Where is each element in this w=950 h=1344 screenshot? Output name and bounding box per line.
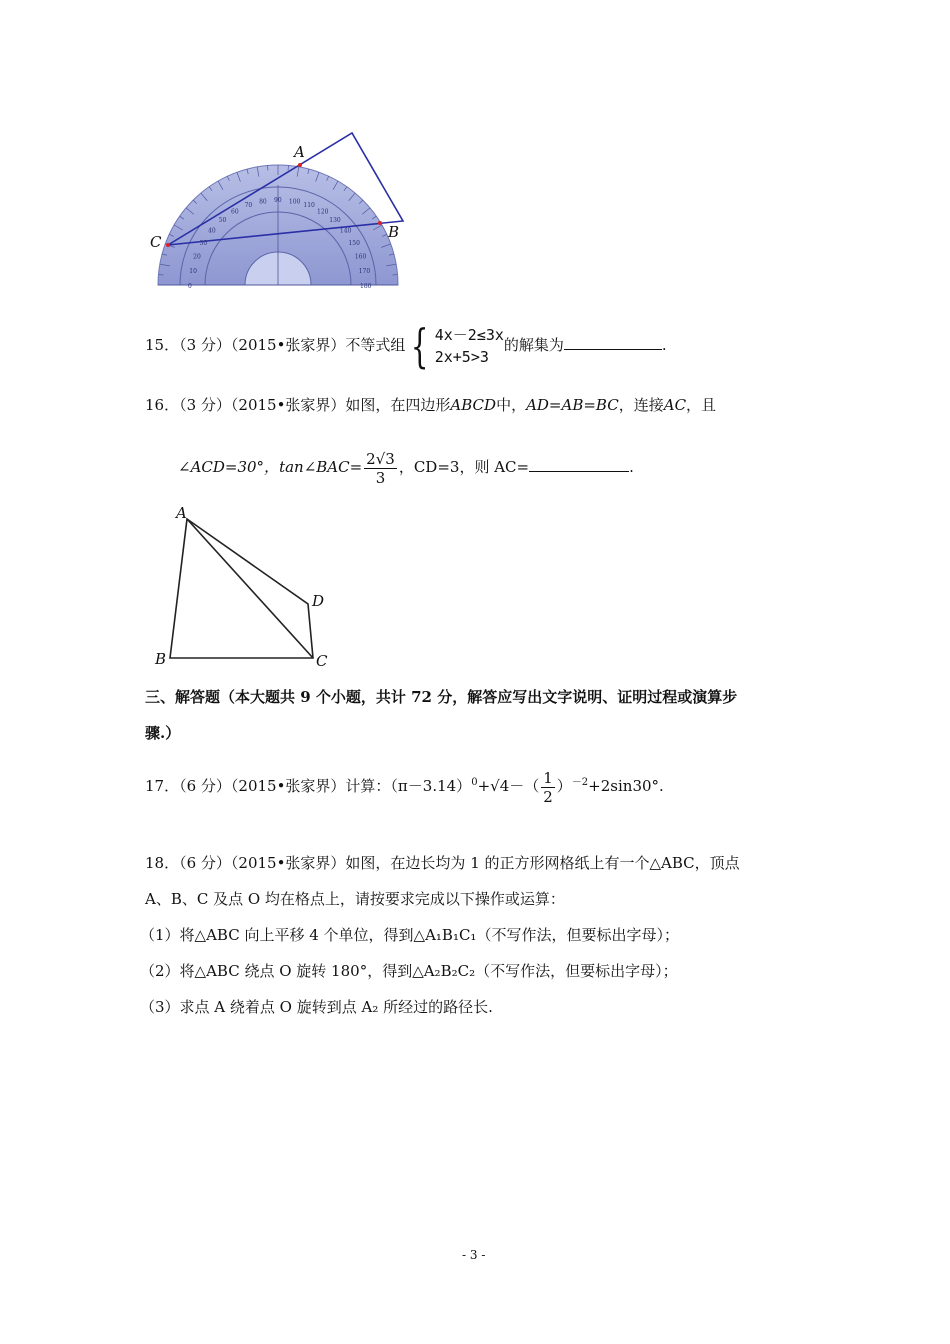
q15-prefix: 15．（3 分）（2015•张家界）不等式组 — [145, 336, 406, 354]
section-3-heading-line1: 三、解答题（本大题共 9 个小题，共计 72 分，解答应写出文字说明、证明过程或演算步 — [145, 688, 738, 706]
figure2-label-c: C — [316, 652, 328, 670]
scale-number: 20 — [193, 253, 201, 261]
question-15 — [145, 318, 667, 372]
fraction-2root3-over-3 — [364, 450, 397, 487]
scale-number: 70 — [244, 202, 253, 210]
question-18-line1: 18．（6 分）（2015•张家界）如图，在边长均为 1 的正方形网格纸上有一个△ABC，顶点 — [145, 854, 740, 872]
q16-angle: ∠ACD=30°， — [178, 458, 280, 476]
question-16-line1 — [145, 394, 716, 416]
figure2-label-a: A — [176, 504, 187, 522]
figure2-label-d: D — [312, 592, 325, 610]
figure1-label-b: B — [388, 223, 400, 241]
scale-number: 80 — [259, 198, 267, 206]
q17-num: 1 — [543, 768, 553, 787]
scale-number: 50 — [218, 217, 227, 225]
scale-number: 100 — [288, 198, 301, 206]
q16-ac: AC — [663, 396, 687, 414]
protractor-figure — [150, 125, 415, 295]
question-18-part2: （2）将△ABC 绕点 O 旋转 180°，得到△A₂B₂C₂（不写作法，但要标出字母）； — [140, 962, 678, 980]
q16-end1: ，且 — [686, 396, 717, 414]
figure2-label-b: B — [155, 650, 167, 668]
q17-den: 2 — [543, 787, 553, 806]
q16-den: 3 — [375, 468, 386, 487]
scale-number: 110 — [303, 202, 315, 210]
scale-number: 30 — [199, 240, 208, 247]
page-number: - 3 - — [462, 1248, 486, 1262]
q16-prefix: 16．（3 分）（2015•张家界）如图，在四边形 — [145, 396, 451, 414]
answer-blank-16[interactable] — [529, 457, 629, 472]
q16-cd: ，CD=3，则 AC= — [398, 458, 530, 476]
quadrilateral-figure — [150, 500, 340, 675]
q17-close: ） — [556, 777, 572, 795]
q15-end: . — [661, 336, 667, 354]
fraction-1-over-2 — [541, 769, 555, 806]
q16-mid: 中， — [496, 396, 527, 414]
question-17 — [145, 758, 664, 808]
answer-blank-15[interactable] — [564, 335, 662, 350]
scale-number: 140 — [339, 227, 352, 235]
q17-prefix: 17．（6 分）（2015•张家界）计算：（π－3.14） — [145, 777, 472, 795]
question-18-line2: A、B、C 及点 O 均在格点上，请按要求完成以下操作或运算： — [145, 890, 565, 908]
q16-mid2: ，连接 — [618, 396, 664, 414]
figure1-label-c: C — [150, 233, 162, 251]
q16-tan: tan∠BAC= — [279, 458, 363, 476]
figure1-label-a: A — [294, 143, 305, 161]
scale-number: 160 — [354, 253, 367, 261]
scale-number: 180 — [360, 283, 372, 290]
question-16-line2 — [178, 442, 634, 492]
question-18-part1: （1）将△ABC 向上平移 4 个单位，得到△A₁B₁C₁（不写作法，但要标出字母）； — [140, 926, 679, 944]
q15-row1: 4x－2≤3x — [434, 326, 504, 344]
section-3-heading-line2: 骤.） — [145, 724, 181, 742]
scale-number: 10 — [189, 268, 197, 276]
question-18-part3: （3）求点 A 绕着点 O 旋转到点 A₂ 所经过的路径长. — [140, 998, 493, 1016]
q16-quad: ABCD — [450, 396, 497, 414]
q17-tail: +2sin30°. — [588, 777, 664, 795]
scale-number: 90 — [274, 197, 282, 204]
q16-eq: AD=AB=BC — [526, 396, 619, 414]
q17-exp0: 0 — [471, 777, 478, 788]
q15-suffix: 的解集为 — [503, 336, 564, 354]
scale-number: 150 — [348, 240, 360, 247]
q16-num: 2√3 — [366, 449, 395, 468]
scale-number: 170 — [358, 268, 371, 276]
scale-number: 0 — [188, 283, 192, 290]
inequality-system — [435, 324, 504, 368]
q15-row2: 2x+5>3 — [434, 348, 489, 366]
system-brace: { — [411, 319, 429, 373]
q16-end2: . — [629, 458, 634, 476]
scale-number: 120 — [317, 208, 329, 216]
scale-number: 60 — [231, 208, 239, 216]
q17-plus: +√4－（ — [477, 777, 540, 795]
scale-number: 130 — [329, 217, 341, 225]
scale-number: 40 — [208, 227, 216, 235]
q17-exp2: －2 — [571, 777, 589, 788]
